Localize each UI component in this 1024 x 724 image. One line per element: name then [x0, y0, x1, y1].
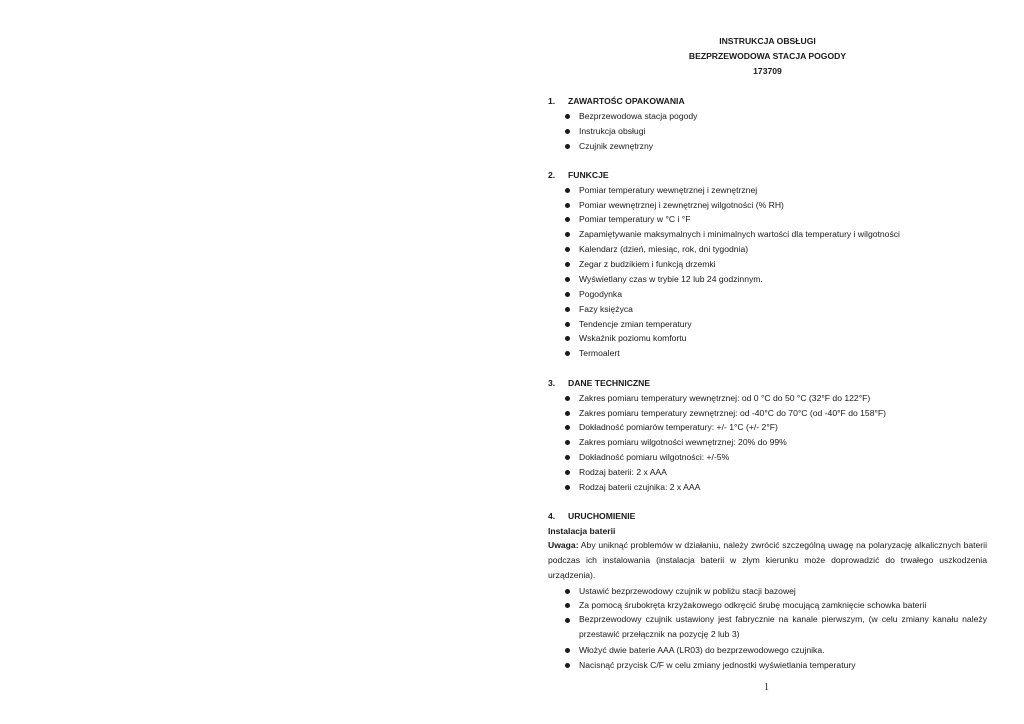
bullet-icon [565, 292, 570, 297]
bullet-icon [565, 603, 570, 608]
bullet-icon [565, 485, 570, 490]
bullet-icon [565, 144, 570, 149]
section-heading: 1. ZAWARTOŚC OPAKOWANIA [548, 96, 685, 106]
subsection-heading: Instalacja baterii [548, 526, 616, 536]
bullet-icon [565, 455, 570, 460]
list-item: Fazy księżyca [565, 304, 987, 314]
doc-product-code: 173709 [753, 66, 782, 76]
list-item: Zegar z budzikiem i funkcją drzemki [565, 259, 987, 269]
section-heading: 4. URUCHOMIENIE [548, 511, 636, 521]
bullet-icon [565, 425, 570, 430]
list-item: Kalendarz (dzień, miesiąc, rok, dni tygodnia) [565, 244, 987, 254]
bullet-icon [565, 470, 570, 475]
section-heading: 3. DANE TECHNICZNE [548, 378, 651, 388]
warning-label: Uwaga: [548, 540, 579, 550]
list-item: Bezprzewodowy czujnik ustawiony jest fabrycznie na kanale pierwszym, (w celu zmiany kanału należy przestawić przełącznik na pozycję 2 lub 3) [565, 612, 987, 642]
list-item: Pomiar temperatury w °C i °F [565, 214, 987, 224]
list-item: Pomiar wewnętrznej i zewnętrznej wilgotności (% RH) [565, 200, 987, 210]
list-item: Tendencje zmian temperatury [565, 319, 987, 329]
list-item: Termoalert [565, 348, 987, 358]
list-item: Instrukcja obsługi [565, 126, 987, 136]
bullet-icon [565, 188, 570, 193]
page-number: 1 [764, 682, 769, 693]
bullet-icon [565, 277, 570, 282]
bullet-icon [565, 411, 570, 416]
list-item: Zakres pomiaru temperatury wewnętrznej: od 0 °C do 50 °C (32°F do 122°F) [565, 393, 987, 403]
bullet-icon [565, 336, 570, 341]
doc-subtitle: BEZPRZEWODOWA STACJA POGODY [688, 51, 847, 61]
bullet-icon [565, 663, 570, 668]
bullet-icon [565, 648, 570, 653]
list-item: Dokładność pomiarów temperatury: +/- 1°C (+/- 2°F) [565, 422, 987, 432]
list-item: Rodzaj baterii: 2 x AAA [565, 467, 987, 477]
bullet-icon [565, 351, 570, 356]
list-item: Wyświetlany czas w trybie 12 lub 24 godzinnym. [565, 274, 987, 284]
warning-paragraph [548, 538, 987, 583]
warning-text: Aby uniknąć problemów w działaniu, należy zwrócić szczególną uwagę na polaryzację alkalicznych baterii podczas ich instalowania (instalacja baterii w złym kierunku może doprowadzić do trwałego uszkodzenia urządzenia). [548, 540, 987, 580]
list-item: Bezprzewodowa stacja pogody [565, 111, 987, 121]
bullet-icon [565, 618, 570, 623]
bullet-icon [565, 307, 570, 312]
list-item: Ustawić bezprzewodowy czujnik w pobliżu stacji bazowej [565, 586, 987, 596]
list-item: Zakres pomiaru wilgotności wewnętrznej: 20% do 99% [565, 437, 987, 447]
bullet-icon [565, 247, 570, 252]
list-item: Włożyć dwie baterie AAA (LR03) do bezprzewodowego czujnika. [565, 645, 987, 655]
bullet-icon [565, 262, 570, 267]
list-item: Za pomocą śrubokręta krzyżakowego odkręcić śrubę mocującą zamknięcie schowka baterii [565, 600, 987, 610]
list-item: Pogodynka [565, 289, 987, 299]
list-item: Rodzaj baterii czujnika: 2 x AAA [565, 482, 987, 492]
bullet-icon [565, 232, 570, 237]
bullet-icon [565, 440, 570, 445]
bullet-icon [565, 129, 570, 134]
list-item: Zakres pomiaru temperatury zewnętrznej: od -40°C do 70°C (od -40°F do 158°F) [565, 408, 987, 418]
doc-title: INSTRUKCJA OBSŁUGI [719, 36, 816, 46]
bullet-icon [565, 203, 570, 208]
list-item: Wskaźnik poziomu komfortu [565, 333, 987, 343]
bullet-icon [565, 217, 570, 222]
bullet-icon [565, 589, 570, 594]
bullet-icon [565, 322, 570, 327]
section-heading: 2. FUNKCJE [548, 170, 609, 180]
bullet-icon [565, 114, 570, 119]
list-item: Nacisnąć przycisk C/F w celu zmiany jednostki wyświetlania temperatury [565, 660, 987, 670]
bullet-icon [565, 396, 570, 401]
list-item: Zapamiętywanie maksymalnych i minimalnych wartości dla temperatury i wilgotności [565, 229, 987, 239]
list-item: Czujnik zewnętrzny [565, 141, 987, 151]
list-item: Pomiar temperatury wewnętrznej i zewnętrznej [565, 185, 987, 195]
list-item: Dokładność pomiaru wilgotności: +/-5% [565, 452, 987, 462]
